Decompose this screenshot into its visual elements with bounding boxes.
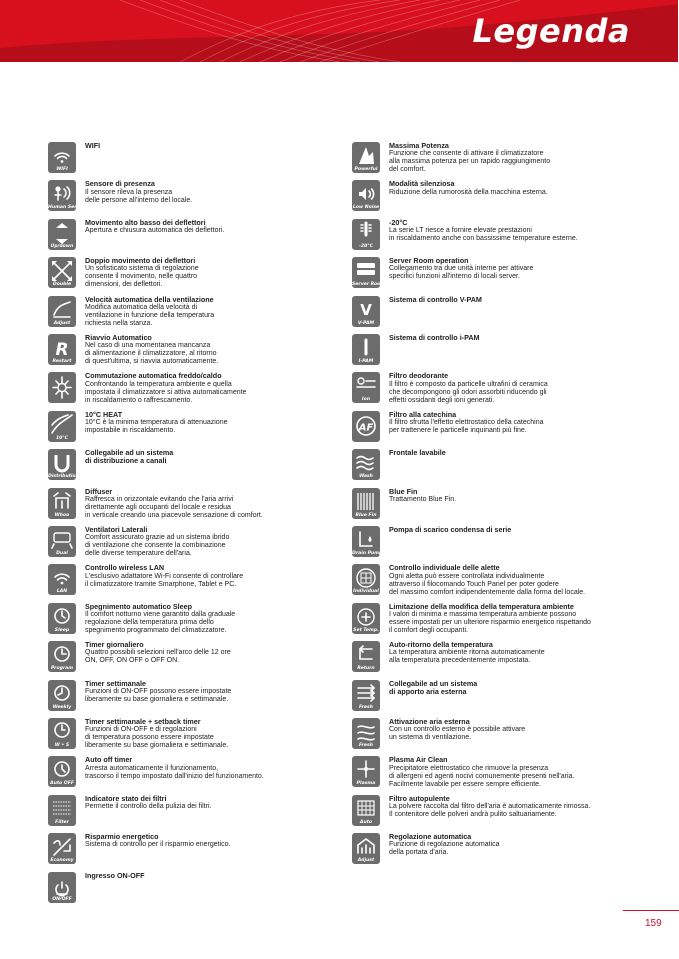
icon-caption: Filter bbox=[55, 819, 69, 825]
icon-caption: Server Room bbox=[352, 282, 386, 288]
legend-item-vpam bbox=[352, 294, 614, 330]
ws-icon bbox=[48, 718, 76, 749]
icon-caption: Up/down bbox=[50, 243, 74, 249]
icon-caption: WIFI bbox=[56, 167, 68, 172]
legend-item-weekly bbox=[48, 678, 310, 714]
legend-item-title: Timer giornaliero bbox=[85, 640, 144, 650]
legend-item-title: Diffuser bbox=[85, 486, 113, 496]
legend-item-diffuser bbox=[48, 486, 310, 522]
legend-item-wash bbox=[352, 447, 614, 483]
icon-caption: Weekly bbox=[52, 704, 72, 710]
legend-item-description: Apertura e chiusura automatica dei deflettori. bbox=[85, 227, 225, 235]
legend-text bbox=[85, 257, 311, 289]
legend-item-description: 10°C è la minima temperatura di attenuazione impostabile in riscaldamento. bbox=[85, 419, 228, 434]
legend-text bbox=[85, 334, 311, 366]
legend-text bbox=[389, 603, 615, 635]
legend-item-adjust2 bbox=[352, 831, 614, 867]
double-icon bbox=[48, 257, 76, 288]
legend-text bbox=[389, 680, 615, 697]
serverroom-icon bbox=[352, 257, 386, 288]
legend-text bbox=[389, 449, 615, 457]
sleep-icon bbox=[48, 603, 76, 634]
legend-item-ws bbox=[48, 716, 310, 752]
legend-item-onoff bbox=[48, 870, 310, 906]
legend-item-title: Filtro autopulente bbox=[389, 793, 450, 803]
legend-item-economy bbox=[48, 831, 310, 867]
legend-item-title: 10°C HEAT bbox=[85, 409, 123, 419]
legend-item-description: Raffresca in orizzontale evitando che l'aria arrivi direttamente agli occupanti del locale e residua in verticale creando una piacevole sensazione di comfort. bbox=[85, 495, 263, 519]
legend-item-title: Timer settimanale bbox=[85, 678, 146, 688]
legend-text bbox=[85, 680, 311, 704]
legend-item-title: Blue Fin bbox=[389, 486, 418, 496]
onoff-icon bbox=[48, 872, 76, 903]
icon-caption: Whoo bbox=[54, 512, 70, 518]
legend-item-bluefin bbox=[352, 486, 614, 522]
legend-item-ion bbox=[352, 370, 614, 406]
legend-item-description: Riduzione della rumorosità della macchina esterna. bbox=[389, 188, 548, 196]
svg-text:R: R bbox=[55, 340, 69, 360]
legend-item-description: Funzione di regolazione automatica della portata d'aria. bbox=[389, 841, 500, 857]
powerful-icon bbox=[352, 142, 380, 173]
icon-caption: Individual bbox=[353, 589, 379, 595]
legend-item-title: Auto off timer bbox=[85, 755, 133, 765]
icon-caption: Fresh bbox=[358, 743, 374, 748]
svg-text:V: V bbox=[360, 300, 372, 319]
legend-item-description: Con un controllo esterno è possibile attivare un sistema di ventilazione. bbox=[389, 726, 526, 742]
legend-item-plasma bbox=[352, 754, 614, 790]
legend-item-description: Funzione che consente di attivare il climatizzatore alla massima potenza per un rapido raggiungimento del comfort. bbox=[389, 150, 551, 174]
icon-caption: Adjust bbox=[53, 320, 71, 326]
legend-text bbox=[389, 795, 615, 819]
legend-item-adjust bbox=[48, 294, 310, 330]
legend-item-title: -20°C bbox=[389, 217, 408, 227]
legend-text bbox=[85, 372, 311, 404]
program-icon bbox=[48, 641, 76, 672]
icon-caption: Auto OFF bbox=[50, 781, 74, 787]
legend-text bbox=[85, 641, 311, 665]
legend-item-updown bbox=[48, 217, 310, 253]
plasma-icon bbox=[352, 756, 380, 787]
legend-item-description: Un sofisticato sistema di regolazione consente il movimento, nelle quattro dimensioni, dei deflettori. bbox=[85, 265, 199, 289]
human-icon bbox=[48, 180, 86, 211]
icon-caption: LAN bbox=[56, 589, 68, 595]
legend-item-lan bbox=[48, 562, 310, 598]
bluefin-icon bbox=[352, 488, 380, 519]
legend-item-title: Velocità automatica della ventilazione bbox=[85, 294, 214, 304]
icon-caption: Distribution bbox=[48, 474, 79, 480]
legend-item-title: Filtro deodorante bbox=[389, 371, 449, 381]
updown-icon bbox=[48, 219, 76, 250]
page-number: 159 bbox=[645, 918, 662, 929]
icon-caption: Economy bbox=[50, 858, 74, 864]
legend-item-minus20 bbox=[352, 217, 614, 253]
legend-item-fresh1 bbox=[352, 678, 614, 714]
legend-item-title: Doppio movimento dei deflettori bbox=[85, 256, 196, 266]
legend-text bbox=[85, 603, 311, 635]
legend-item-description: L'esclusivo adattatore Wi-Fi consente di controllare il climatizzatore tramite Smarphone, Tablet e PC. bbox=[85, 572, 244, 588]
restart-icon bbox=[48, 334, 76, 365]
icon-caption: Powerful bbox=[354, 167, 378, 172]
adjust-icon bbox=[48, 296, 76, 327]
icon-caption: Restart bbox=[52, 359, 72, 364]
legend-item-title: Controllo individuale delle alette bbox=[389, 563, 500, 573]
legend-text bbox=[389, 180, 615, 196]
icon-caption: Drain Pump bbox=[352, 551, 383, 556]
legend-item-title: WIFI bbox=[85, 141, 101, 150]
legend-item-description: Permette il controllo della pulizia dei filtri. bbox=[85, 803, 212, 811]
legend-item-title: Attivazione aria esterna bbox=[389, 717, 470, 726]
legend-text bbox=[389, 641, 615, 665]
icon-caption: Auto bbox=[359, 819, 373, 825]
lownoise-icon bbox=[352, 180, 380, 211]
icon-caption: Set Temp. bbox=[353, 627, 379, 633]
individual-icon bbox=[352, 564, 380, 595]
autooff-icon bbox=[48, 756, 76, 787]
catechin-icon bbox=[352, 411, 380, 442]
dual-icon bbox=[48, 526, 76, 557]
legend-item-title: Massima Potenza bbox=[389, 141, 449, 150]
minus20-icon bbox=[352, 219, 380, 250]
legend-item-title: Regolazione automatica bbox=[389, 832, 472, 842]
legend-item-tenc bbox=[48, 409, 310, 445]
legend-item-description: Il filtro è composto da particelle ultrafini di ceramica che decompongono gli odori assorbiti riducendo gli effetti ossidanti degli ioni generati. bbox=[389, 380, 548, 404]
legend-item-description: Il sensore rileva la presenza delle persone all'interno del locale. bbox=[85, 188, 193, 204]
legend-item-description: La serie LT riesce a fornire elevate prestazioni in riscaldamento anche con bassissime temperature esterne. bbox=[389, 227, 578, 242]
legend-text bbox=[389, 372, 615, 404]
legend-text bbox=[389, 718, 615, 742]
legend-item-title: Pompa di scarico condensa di serie bbox=[389, 525, 512, 534]
legend-item-title: Filtro alla catechina bbox=[389, 409, 457, 419]
icon-caption: Fresh bbox=[358, 704, 374, 710]
legend-item-double bbox=[48, 255, 310, 291]
legend-item-distribution bbox=[48, 447, 310, 483]
legend-item-restart bbox=[48, 332, 310, 368]
legend-item-description: I valori di minima e massima temperatura ambiente possono essere impostati per un ulteriore risparmio energetico rispettando il comfort degli occupanti. bbox=[389, 611, 591, 634]
legend-item-title: Ingresso ON-OFF bbox=[85, 870, 145, 880]
legend-item-dual bbox=[48, 524, 310, 560]
legend-text bbox=[389, 564, 615, 596]
fresh2-icon bbox=[352, 718, 380, 749]
legend-text bbox=[85, 411, 311, 435]
icon-caption: Human Sensor bbox=[48, 205, 86, 211]
legend-item-description: Funzioni di ON-OFF possono essere impostate liberamente su base giornaliera e settimanale. bbox=[85, 687, 232, 703]
legend-item-description: Arresta automaticamente il funzionamento, trascorso il tempo impostato dall'inizio del funzionamento. bbox=[85, 764, 264, 780]
legend-text bbox=[85, 795, 311, 811]
icon-caption: I-PAM bbox=[358, 359, 374, 364]
legend-item-title: Limitazione della modifica della temperatura ambiente bbox=[389, 601, 574, 611]
distribution-icon bbox=[48, 449, 79, 480]
legend-item-title: Ventilatori Laterali bbox=[85, 525, 148, 534]
ion-icon bbox=[352, 372, 380, 403]
icon-caption: Program bbox=[50, 666, 74, 672]
legend-text bbox=[389, 833, 615, 857]
weekly-icon bbox=[48, 680, 76, 711]
legend-item-catechin bbox=[352, 409, 614, 445]
legend-item-title: Sistema di controllo V-PAM bbox=[389, 294, 482, 304]
legend-item-title: Auto-ritorno della temperatura bbox=[389, 640, 493, 650]
legend-item-description: Sistema di controllo per il risparmio energetico. bbox=[85, 841, 231, 849]
legend-item-individual bbox=[352, 562, 614, 598]
legend-item-autooff bbox=[48, 754, 310, 790]
legend-item-title: Indicatore stato dei filtri bbox=[85, 793, 167, 803]
legend-item-description: Funzioni di ON-OFF e di regolazioni di temperatura possono essere impostate liberamente su base giornaliera e settimanale. bbox=[85, 726, 229, 750]
legend-item-powerful bbox=[352, 140, 614, 176]
legend-text bbox=[85, 142, 311, 150]
icon-caption: Adjust bbox=[357, 858, 375, 864]
return-icon bbox=[352, 641, 380, 672]
legend-item-description: Modifica automatica della velocità di ventilazione in funzione della temperatura richiesta nella stanza. bbox=[85, 303, 215, 327]
legend-text bbox=[85, 756, 311, 780]
legend-item-title: Timer settimanale + setback timer bbox=[85, 717, 201, 726]
icon-caption: Ion bbox=[361, 397, 371, 403]
legend-item-ipam bbox=[352, 332, 614, 368]
legend-text bbox=[389, 488, 615, 504]
legend-text bbox=[389, 411, 615, 435]
economy-icon bbox=[48, 833, 76, 864]
legend-text bbox=[389, 526, 615, 534]
legend-item-title: Risparmio energetico bbox=[85, 832, 159, 842]
icon-caption: Sleep bbox=[54, 627, 70, 633]
legend-text bbox=[85, 526, 311, 558]
legend-item-description: Quattro possibili selezioni nell'arco delle 12 ore ON, OFF, ON OFF o OFF ON. bbox=[85, 649, 231, 665]
icon-caption: Wash bbox=[359, 474, 373, 480]
legend-item-filter bbox=[48, 793, 310, 829]
settemp-icon bbox=[352, 603, 380, 634]
legend-text bbox=[85, 180, 311, 204]
icon-caption: Dual bbox=[56, 551, 68, 556]
icon-caption: -20°C bbox=[359, 243, 373, 249]
legend-item-wifi bbox=[48, 140, 310, 176]
legend-item-return bbox=[352, 639, 614, 675]
page-number-rule bbox=[623, 910, 679, 911]
legend-item-sleep bbox=[48, 601, 310, 637]
legend-item-settemp bbox=[352, 601, 614, 637]
adjust2-icon bbox=[352, 833, 380, 864]
icon-caption: Double bbox=[52, 282, 72, 288]
legend-item-title: Movimento alto basso dei deflettori bbox=[85, 217, 206, 227]
legend-item-drainpump bbox=[352, 524, 614, 560]
icon-caption: Low Noise bbox=[352, 205, 380, 211]
legend-item-description: La polvere raccolta dal filtro dell'aria è automaticamente rimossa. Il contenitore delle polveri andrà pulito saltuariamente. bbox=[389, 803, 591, 818]
legend-item-title: Server Room operation bbox=[389, 256, 469, 266]
icon-caption: W • S bbox=[54, 743, 70, 748]
legend-text bbox=[85, 564, 311, 588]
legend-text bbox=[85, 219, 311, 235]
legend-item-description: Nel caso di una momentanea mancanza di alimentazione il climatizzatore, al ritorno di quest'ultima, si riavvia automaticamente. bbox=[85, 342, 219, 366]
auto-icon bbox=[352, 795, 380, 826]
icon-caption: Return bbox=[357, 666, 375, 672]
legend-item-title: Riavvio Automatico bbox=[85, 333, 152, 342]
legend-item-description: Collegamento tra due unità interne per attivare specifici funzioni all'interno di locali server. bbox=[389, 265, 534, 281]
legend-text bbox=[85, 296, 311, 328]
legend-text bbox=[85, 488, 311, 520]
legend-item-auto bbox=[352, 793, 614, 829]
wifi-icon bbox=[48, 142, 76, 173]
wash-icon bbox=[352, 449, 380, 480]
legend-item-description: Trattamento Blue Fin. bbox=[389, 495, 457, 503]
svg-text:AF: AF bbox=[358, 422, 374, 434]
legend-text bbox=[85, 718, 311, 750]
legend-item-title: Collegabile ad un sistema di distribuzione a canali bbox=[85, 448, 174, 466]
legend-item-description: Il filtro sfrutta l'effetto elettrostatico della catechina per trattenere le particelle inquinanti più fine. bbox=[389, 419, 544, 434]
legend-item-serverroom bbox=[352, 255, 614, 291]
drainpump-icon bbox=[352, 526, 383, 557]
icon-caption: Plasma bbox=[356, 781, 376, 787]
legend-text bbox=[85, 833, 311, 849]
legend-item-title: Controllo wireless LAN bbox=[85, 563, 165, 573]
icon-caption: Blue Fin bbox=[355, 512, 377, 518]
legend-item-lownoise bbox=[352, 178, 614, 214]
legend-text bbox=[389, 756, 615, 788]
legend-item-description: Confrontando la temperatura ambiente e quella impostata il climatizzatore si attiva automaticamente in riscaldamento o raffrescamento. bbox=[85, 380, 247, 404]
legend-item-title: Commutazione automatica freddo/caldo bbox=[85, 371, 222, 381]
diffuser-icon bbox=[48, 488, 76, 519]
legend-item-title: Modalità silenziosa bbox=[389, 179, 455, 189]
legend-item-title: Collegabile ad un sistema di apporto aria esterna bbox=[389, 678, 478, 696]
legend-text bbox=[389, 296, 615, 304]
legend-item-title: Sistema di controllo i-PAM bbox=[389, 333, 480, 342]
legend-text bbox=[389, 142, 615, 174]
legend-item-description: Ogni aletta può essere controllata individualmente attraverso il filocomando Touch Panel per poter godere del massimo comfort indipendentemente dalla forma del locale. bbox=[389, 572, 586, 596]
lan-icon bbox=[48, 564, 76, 595]
legend-item-title: Sensore di presenza bbox=[85, 179, 155, 189]
legend-text bbox=[389, 219, 615, 243]
legend-text bbox=[85, 872, 311, 880]
icon-caption: 10°C bbox=[55, 435, 69, 441]
legend-item-title: Plasma Air Clean bbox=[389, 755, 448, 765]
page-title: Legenda bbox=[472, 12, 630, 50]
legend-text bbox=[85, 449, 311, 466]
icon-caption: ON/OFF bbox=[52, 896, 72, 902]
legend-item-title: Frontale lavabile bbox=[389, 448, 446, 458]
legend-item-title: Spegnimento automatico Sleep bbox=[85, 601, 193, 611]
legend-item-fresh2 bbox=[352, 716, 614, 752]
ipam-icon bbox=[352, 334, 380, 365]
legend-item-description: Precipitatore elettrostatico che rimuove la presenza di allergeni ed agenti nocivi comunemente presenti nell'aria. Facilmente lavabile per essere sempre efficiente. bbox=[389, 764, 575, 788]
legend-text bbox=[389, 334, 615, 342]
legend-item-coolheat bbox=[48, 370, 310, 406]
filter-icon bbox=[48, 795, 76, 826]
legend-item-human bbox=[48, 178, 310, 214]
legend-item-description: Il comfort notturno viene garantito dalla graduale regolazione della temperatura prima dello spegnimento programmato del climatizzatore. bbox=[85, 611, 236, 634]
vpam-icon bbox=[352, 296, 380, 327]
tenc-icon bbox=[48, 411, 76, 442]
legend-item-program bbox=[48, 639, 310, 675]
legend-item-description: Comfort assicurato grazie ad un sistema ibrido di ventilazione che consente la combinazione delle diverse temperature dell'aria. bbox=[85, 534, 230, 558]
legend-text bbox=[389, 257, 615, 281]
coolheat-icon bbox=[48, 372, 76, 403]
legend-item-description: La temperatura ambiente ritorna automaticamente alla temperatura precedentemente impostata. bbox=[389, 649, 545, 665]
icon-caption: V-PAM bbox=[357, 320, 375, 326]
fresh1-icon bbox=[352, 680, 380, 711]
